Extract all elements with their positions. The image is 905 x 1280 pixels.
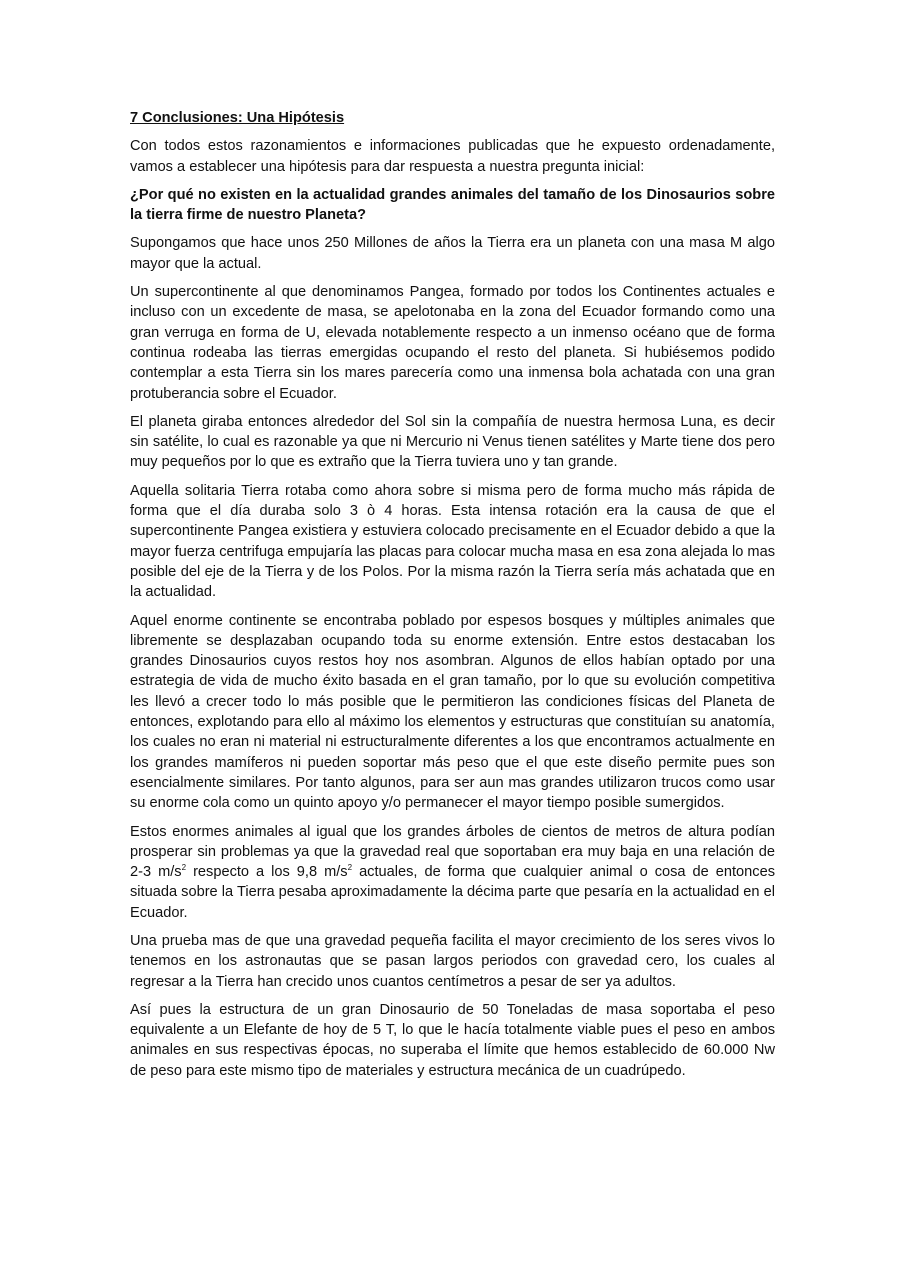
paragraph-6-part-3: actuales, de forma que cualquier animal o cosa de entonces situada sobre la Tierra pesaba aproximadamente la décima parte que pesaría en la actualidad en el Ecuador. <box>130 864 775 921</box>
paragraph-8: Así pues la estructura de un gran Dinosaurio de 50 Toneladas de masa soportaba el peso equivalente a un Elefante de hoy de 5 T, lo que le hacía totalmente viable pues el peso en ambos animales en sus respectivas épocas, no superaba el límite que hemos establecido de 60.000 Nw de peso para este mismo tipo de materiales y estructura mecánica de un cuadrúpedo. <box>130 1001 775 1079</box>
paragraph-6-part-1: Estos enormes animales al igual que los grandes árboles de cientos de metros de altura podían prosperar sin problemas ya que la gravedad real que soportaban era muy baja en una relación de 2-3 m/s <box>130 823 775 881</box>
intro-paragraph: Con todos estos razonamientos e informaciones publicadas que he expuesto ordenadamente, vamos a establecer una hipótesis para dar respuesta a nuestra pregunta inicial: <box>130 138 775 175</box>
superscript-2: 2 <box>181 863 187 873</box>
superscript-2-b: 2 <box>347 863 353 873</box>
paragraph-2: Un supercontinente al que denominamos Pangea, formado por todos los Continentes actuales e incluso con un excedente de masa, se apelotonaba en la zona del Ecuador formando como una gran verruga en forma de U, elevada notablemente respecto a un inmenso océano que de forma continua rodeaba las tierras emergidas ocupando el resto del planeta. Si hubiésemos podido contemplar a esta Tierra sin los mares parecería como una inmensa bola achatada con una gran protuberancia sobre el Ecuador. <box>130 284 775 402</box>
section-title: 7 Conclusiones: Una Hipótesis <box>130 110 345 126</box>
paragraph-6-part-2: respecto a los 9,8 m/s <box>186 864 348 881</box>
paragraph-1: Supongamos que hace unos 250 Millones de años la Tierra era un planeta con una masa M algo mayor que la actual. <box>130 235 775 272</box>
paragraph-7: Una prueba mas de que una gravedad pequeña facilita el mayor crecimiento de los seres vivos lo tenemos en los astronautas que se pasan largos periodos con gravedad cero, los cuales al regresar a la Tierra han crecido unos cuantos centímetros a pesar de ser ya adultos. <box>130 932 775 990</box>
paragraph-4: Aquella solitaria Tierra rotaba como ahora sobre si misma pero de forma mucho más rápida de forma que el día duraba solo 3 ò 4 horas. Esta intensa rotación era la causa de que el supercontinente Pangea existiera y estuviera colocado precisamente en el Ecuador debido a que la mayor fuerza centrifuga empujaría las placas para colocar mucha masa en esa zona alejada lo mas posible del eje de la Tierra y de los Polos. Por la misma razón la Tierra sería más achatada que en la actualidad. <box>130 482 775 601</box>
paragraph-5: Aquel enorme continente se encontraba poblado por espesos bosques y múltiples animales que libremente se desplazaban ocupando toda su enorme extensión. Entre estos destacaban los grandes Dinosaurios cuyos restos hoy nos asombran. Algunos de ellos habían optado por una estrategia de vida de mucho éxito basada en el gran tamaño, por lo que su evolución competitiva les llevó a crecer todo lo más posible que le permitieron las condiciones físicas del Planeta de entonces, explotando para ello al máximo los elementos y estructuras que constituían su anatomía, los cuales no eran ni material ni estructuralmente diferentes a los que encontramos actualmente en los grandes mamíferos ni pueden soportar más peso que el que este diseño permite pues son esencialmente similares. Por tanto algunos, para ser aun mas grandes utilizaron trucos como usar su enorme cola como un quinto apoyo y/o permanecer el mayor tiempo posible sumergidos. <box>130 612 775 812</box>
paragraph-3: El planeta giraba entonces alrededor del Sol sin la compañía de nuestra hermosa Luna, es decir sin satélite, lo cual es razonable ya que ni Mercurio ni Venus tienen satélites y Marte tiene dos pero muy pequeños por lo que es extraño que la Tierra tuviera uno y tan grande. <box>130 413 775 471</box>
paragraph-6 <box>130 822 775 923</box>
document-page <box>130 108 775 1089</box>
question-paragraph: ¿Por qué no existen en la actualidad grandes animales del tamaño de los Dinosaurios sobre la tierra firme de nuestro Planeta? <box>130 186 775 224</box>
